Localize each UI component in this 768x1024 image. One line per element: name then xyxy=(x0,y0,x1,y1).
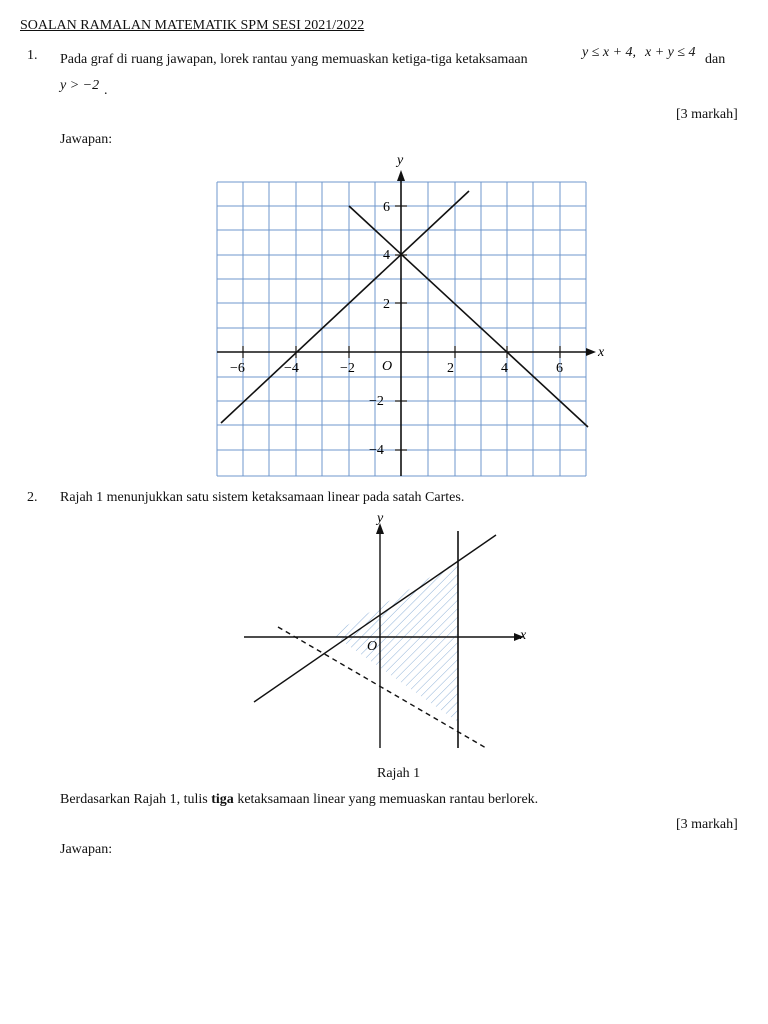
question-1-inequality-2: x + y ≤ 4 xyxy=(645,45,696,60)
question-1-inequality-1: y ≤ x + 4, xyxy=(582,45,637,60)
graph-y-tick-label: 2 xyxy=(383,297,390,312)
question-2-instruction-after: ketaksamaan linear yang memuaskan rantau berlorek. xyxy=(233,792,539,807)
question-1-marks: [3 markah] xyxy=(676,107,738,122)
graph-x-axis-arrow xyxy=(586,348,596,356)
diagram-x-axis-label: x xyxy=(520,628,527,643)
question-2-number: 2. xyxy=(27,490,38,505)
question-2-answer-label: Jawapan: xyxy=(60,842,113,857)
graph-x-tick-label: −6 xyxy=(230,361,245,376)
question-1-text: Pada graf di ruang jawapan, lorek rantau yang memuaskan ketiga-tiga ketaksamaan xyxy=(60,52,528,67)
question-1-number: 1. xyxy=(27,48,38,63)
graph-y-axis-arrow xyxy=(397,170,405,181)
question-1-inequality-3: y > −2 xyxy=(60,78,100,93)
graph-y-tick-label: −4 xyxy=(369,443,384,458)
graph-x-tick-label: −4 xyxy=(284,361,299,376)
diagram-shaded-region xyxy=(332,561,458,722)
page-title: SOALAN RAMALAN MATEMATIK SPM SESI 2021/2022 xyxy=(20,18,365,33)
question-2-instruction-bold: tiga xyxy=(211,792,234,807)
question-2-instruction-before: Berdasarkan Rajah 1, tulis xyxy=(60,792,212,807)
question-2-text: Rajah 1 menunjukkan satu sistem ketaksamaan linear pada satah Cartes. xyxy=(60,490,465,505)
graph-origin-label: O xyxy=(382,359,393,374)
question-1-dan: dan xyxy=(705,52,726,67)
question-2-diagram xyxy=(230,505,540,755)
graph-y-tick-label: 4 xyxy=(383,248,390,263)
graph-line-x-plus-y-equals-4 xyxy=(349,206,588,427)
question-2-marks: [3 markah] xyxy=(676,817,738,832)
graph-x-axis-label: x xyxy=(598,345,605,360)
question-1-graph xyxy=(0,0,768,490)
question-2-instruction xyxy=(60,791,538,809)
question-1-answer-label: Jawapan: xyxy=(60,132,113,147)
graph-y-axis-label: y xyxy=(397,153,404,168)
question-1-period: . xyxy=(104,83,108,98)
graph-x-tick-label: −2 xyxy=(340,361,355,376)
diagram-y-axis-label: y xyxy=(377,511,384,526)
graph-line-y-equals-x-plus-4 xyxy=(221,191,469,423)
graph-x-tick-label: 4 xyxy=(501,361,508,376)
graph-y-tick-label: 6 xyxy=(383,200,390,215)
diagram-solid-line xyxy=(254,535,496,702)
graph-x-tick-label: 2 xyxy=(447,361,454,376)
diagram-caption: Rajah 1 xyxy=(377,766,421,781)
graph-x-tick-label: 6 xyxy=(556,361,563,376)
graph-y-tick-label: −2 xyxy=(369,394,384,409)
diagram-origin-label: O xyxy=(367,639,378,654)
